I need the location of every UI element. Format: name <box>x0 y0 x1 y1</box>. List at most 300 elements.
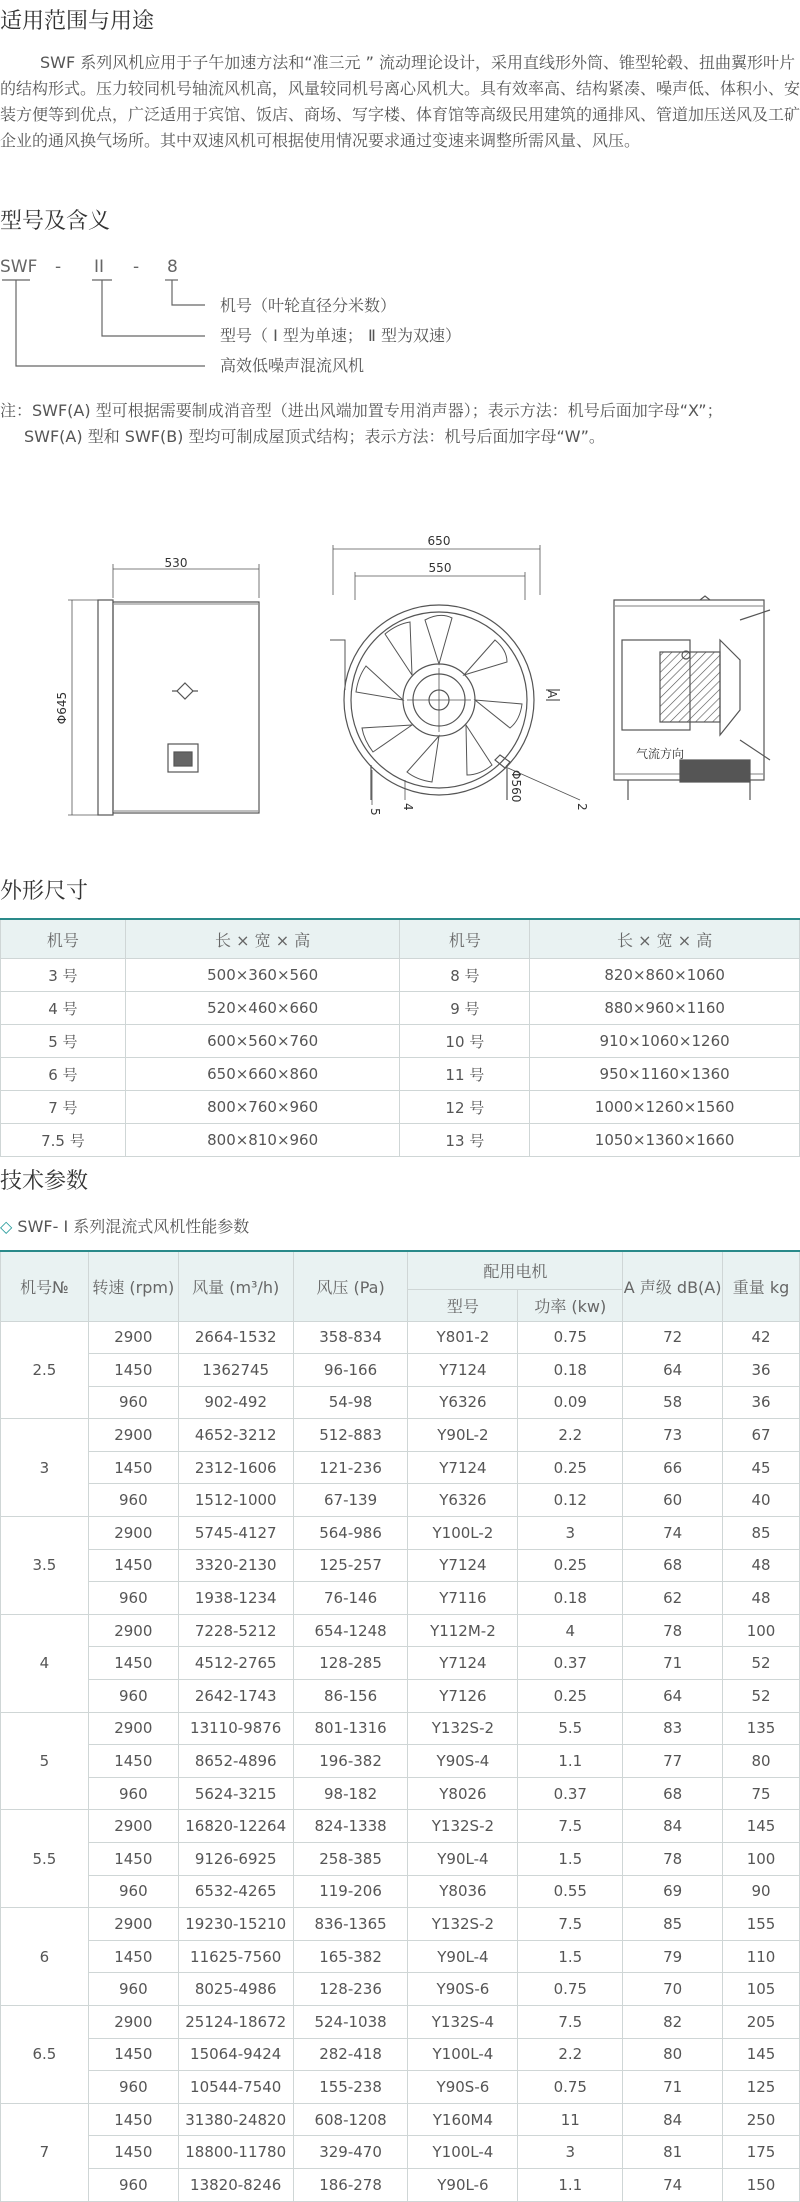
perf-cell-noise: 70 <box>623 1973 723 2006</box>
perf-cell-pressure: 96-166 <box>293 1354 408 1387</box>
perf-cell-power: 11 <box>518 2103 623 2136</box>
dims-cell-no: 3 号 <box>1 959 126 992</box>
dims-cell-size: 650×660×860 <box>125 1058 400 1091</box>
dims-cell-no: 4 号 <box>1 992 126 1025</box>
perf-row <box>1 1908 800 1941</box>
perf-cell-power: 0.25 <box>518 1549 623 1582</box>
perf-cell-power: 1.1 <box>518 2168 623 2201</box>
perf-cell-noise: 60 <box>623 1484 723 1517</box>
dims-cell-no: 5 号 <box>1 1025 126 1058</box>
perf-header-flow: 风量 (m³/h) <box>178 1251 293 1321</box>
perf-cell-motor-model: Y8026 <box>408 1777 518 1810</box>
perf-cell-machine-no: 3.5 <box>1 1517 89 1615</box>
perf-cell-motor-model: Y100L-4 <box>408 2038 518 2071</box>
dims-row <box>1 1058 800 1091</box>
perf-cell-flow: 10544-7540 <box>178 2071 293 2104</box>
code-swf: SWF <box>0 257 38 277</box>
perf-cell-noise: 82 <box>623 2005 723 2038</box>
perf-cell-speed: 2900 <box>88 1908 178 1941</box>
perf-cell-weight: 48 <box>723 1582 800 1615</box>
dims-cell-no: 13 号 <box>400 1124 530 1157</box>
perf-cell-motor-model: Y90L-4 <box>408 1843 518 1876</box>
perf-header-speed: 转速 (rpm) <box>88 1251 178 1321</box>
perf-row <box>1 1745 800 1778</box>
perf-cell-flow: 11625-7560 <box>178 1940 293 1973</box>
perf-cell-flow: 2664-1532 <box>178 1321 293 1354</box>
dims-row <box>1 1025 800 1058</box>
perf-cell-weight: 250 <box>723 2103 800 2136</box>
perf-cell-flow: 9126-6925 <box>178 1843 293 1876</box>
perf-cell-flow: 1362745 <box>178 1354 293 1387</box>
perf-cell-flow: 16820-12264 <box>178 1810 293 1843</box>
perf-cell-motor-model: Y6326 <box>408 1386 518 1419</box>
perf-cell-power: 0.18 <box>518 1354 623 1387</box>
airflow-label: 气流方向 <box>636 747 685 761</box>
perf-cell-weight: 135 <box>723 1712 800 1745</box>
perf-cell-weight: 145 <box>723 1810 800 1843</box>
perf-cell-weight: 150 <box>723 2168 800 2201</box>
perf-cell-speed: 960 <box>88 1973 178 2006</box>
perf-cell-flow: 15064-9424 <box>178 2038 293 2071</box>
perf-cell-pressure: 654-1248 <box>293 1614 408 1647</box>
note-line-2: SWF(A) 型和 SWF(B) 型均可制成屋顶式结构；表示方法：机号后面加字母“W”。 <box>24 427 605 446</box>
perf-cell-noise: 68 <box>623 1549 723 1582</box>
label-a: A <box>545 690 559 699</box>
perf-cell-speed: 960 <box>88 1875 178 1908</box>
perf-cell-pressure: 128-285 <box>293 1647 408 1680</box>
tech-title: 技术参数 <box>0 1169 89 1194</box>
perf-cell-motor-model: Y132S-2 <box>408 1810 518 1843</box>
model-code-diagram <box>0 250 800 390</box>
perf-cell-speed: 960 <box>88 2071 178 2104</box>
perf-header-motor: 配用电机 <box>408 1251 623 1289</box>
perf-cell-noise: 62 <box>623 1582 723 1615</box>
perf-header-weight: 重量 kg <box>723 1251 800 1321</box>
perf-cell-flow: 8025-4986 <box>178 1973 293 2006</box>
perf-row <box>1 1647 800 1680</box>
perf-cell-speed: 960 <box>88 1680 178 1713</box>
perf-cell-noise: 71 <box>623 2071 723 2104</box>
perf-cell-pressure: 836-1365 <box>293 1908 408 1941</box>
perf-cell-motor-model: Y90S-6 <box>408 1973 518 2006</box>
perf-cell-noise: 72 <box>623 1321 723 1354</box>
perf-cell-pressure: 258-385 <box>293 1843 408 1876</box>
perf-cell-motor-model: Y90L-2 <box>408 1419 518 1452</box>
dims-header-no: 机号 <box>400 919 530 959</box>
dims-cell-size: 500×360×560 <box>125 959 400 992</box>
perf-cell-speed: 1450 <box>88 1549 178 1582</box>
perf-cell-power: 0.09 <box>518 1386 623 1419</box>
perf-cell-motor-model: Y90L-4 <box>408 1940 518 1973</box>
perf-row <box>1 1386 800 1419</box>
perf-cell-pressure: 155-238 <box>293 2071 408 2104</box>
perf-cell-weight: 105 <box>723 1973 800 2006</box>
perf-cell-pressure: 824-1338 <box>293 1810 408 1843</box>
scope-paragraph: SWF 系列风机应用于子午加速方法和“准三元 ” 流动理论设计，采用直线形外筒、锥型轮毂、扭曲翼形叶片的结构形式。压力较同机号轴流风机高，风量较同机号离心风机大。具有效率高、结构紧凑、噪声低、体积小、安装方便等到优点，广泛适用于宾馆、饭店、商场、写字楼、体育馆等高级民用建筑的通排风、管道加压送风及工矿企业的通风换气场所。其中双速风机可根据使用情况要求通过变速来调整所需风量、风压。 <box>0 53 800 150</box>
perf-cell-pressure: 282-418 <box>293 2038 408 2071</box>
perf-cell-weight: 85 <box>723 1517 800 1550</box>
callout-5: 5 <box>368 808 382 816</box>
code-type: II <box>94 257 105 277</box>
perf-cell-flow: 1938-1234 <box>178 1582 293 1615</box>
perf-cell-pressure: 512-883 <box>293 1419 408 1452</box>
perf-cell-motor-model: Y112M-2 <box>408 1614 518 1647</box>
perf-cell-pressure: 358-834 <box>293 1321 408 1354</box>
dims-cell-no: 7.5 号 <box>1 1124 126 1157</box>
perf-cell-speed: 960 <box>88 2168 178 2201</box>
dims-cell-no: 9 号 <box>400 992 530 1025</box>
perf-row <box>1 1875 800 1908</box>
perf-cell-motor-model: Y132S-2 <box>408 1712 518 1745</box>
perf-cell-pressure: 196-382 <box>293 1745 408 1778</box>
perf-cell-speed: 2900 <box>88 2005 178 2038</box>
perf-cell-noise: 71 <box>623 1647 723 1680</box>
perf-cell-pressure: 608-1208 <box>293 2103 408 2136</box>
perf-cell-pressure: 165-382 <box>293 1940 408 1973</box>
front-view <box>330 545 580 805</box>
perf-cell-weight: 75 <box>723 1777 800 1810</box>
perf-cell-weight: 110 <box>723 1940 800 1973</box>
perf-cell-motor-model: Y8036 <box>408 1875 518 1908</box>
perf-cell-machine-no: 4 <box>1 1614 89 1712</box>
perf-cell-noise: 78 <box>623 1614 723 1647</box>
perf-row <box>1 1843 800 1876</box>
perf-cell-flow: 18800-11780 <box>178 2136 293 2169</box>
perf-cell-motor-model: Y132S-2 <box>408 1908 518 1941</box>
dims-cell-size: 520×460×660 <box>125 992 400 1025</box>
note-line-1: 注：SWF(A) 型可根据需要制成消音型（进出风端加置专用消声器）；表示方法：机号后面加字母“X”； <box>0 401 723 420</box>
perf-cell-flow: 31380-24820 <box>178 2103 293 2136</box>
dims-header-size: 长 × 宽 × 高 <box>530 919 800 959</box>
perf-cell-power: 5.5 <box>518 1712 623 1745</box>
callout-4: 4 <box>401 803 415 811</box>
perf-cell-weight: 67 <box>723 1419 800 1452</box>
perf-cell-motor-model: Y6326 <box>408 1484 518 1517</box>
perf-cell-power: 4 <box>518 1614 623 1647</box>
perf-header-no: 机号№ <box>1 1251 89 1321</box>
perf-row <box>1 2168 800 2201</box>
perf-row <box>1 1582 800 1615</box>
dims-cell-size: 1000×1260×1560 <box>530 1091 800 1124</box>
perf-cell-flow: 4652-3212 <box>178 1419 293 1452</box>
code-sep1: - <box>55 257 62 277</box>
perf-cell-noise: 77 <box>623 1745 723 1778</box>
perf-row <box>1 1973 800 2006</box>
perf-cell-power: 0.12 <box>518 1484 623 1517</box>
dim-530: 530 <box>164 556 188 570</box>
perf-cell-machine-no: 2.5 <box>1 1321 89 1419</box>
perf-cell-power: 0.25 <box>518 1451 623 1484</box>
perf-header-motor-model: 型号 <box>408 1289 518 1321</box>
perf-cell-power: 2.2 <box>518 1419 623 1452</box>
dims-cell-no: 11 号 <box>400 1058 530 1091</box>
perf-cell-pressure: 98-182 <box>293 1777 408 1810</box>
dim-560: Φ560 <box>509 770 523 803</box>
dims-cell-no: 6 号 <box>1 1058 126 1091</box>
perf-cell-weight: 52 <box>723 1647 800 1680</box>
note <box>0 398 800 450</box>
perf-cell-motor-model: Y7124 <box>408 1647 518 1680</box>
dims-cell-size: 880×960×1160 <box>530 992 800 1025</box>
perf-cell-speed: 1450 <box>88 2038 178 2071</box>
perf-header-noise: A 声级 dB(A) <box>623 1251 723 1321</box>
perf-cell-speed: 2900 <box>88 1419 178 1452</box>
dims-cell-size: 950×1160×1360 <box>530 1058 800 1091</box>
perf-cell-speed: 1450 <box>88 1843 178 1876</box>
code-machine-no: 8 <box>167 257 178 277</box>
perf-cell-speed: 2900 <box>88 1321 178 1354</box>
perf-cell-noise: 68 <box>623 1777 723 1810</box>
perf-cell-motor-model: Y90L-6 <box>408 2168 518 2201</box>
perf-cell-speed: 2900 <box>88 1810 178 1843</box>
perf-subtitle-row <box>0 1214 249 1237</box>
perf-cell-machine-no: 5 <box>1 1712 89 1810</box>
perf-row <box>1 2103 800 2136</box>
perf-row <box>1 2038 800 2071</box>
dims-header-size: 长 × 宽 × 高 <box>125 919 400 959</box>
perf-cell-power: 1.1 <box>518 1745 623 1778</box>
perf-row <box>1 1680 800 1713</box>
perf-cell-pressure: 186-278 <box>293 2168 408 2201</box>
perf-row <box>1 2136 800 2169</box>
dims-header-no: 机号 <box>1 919 126 959</box>
perf-cell-noise: 84 <box>623 2103 723 2136</box>
perf-cell-flow: 6532-4265 <box>178 1875 293 1908</box>
perf-header-motor-power: 功率 (kw) <box>518 1289 623 1321</box>
perf-cell-flow: 902-492 <box>178 1386 293 1419</box>
callout-2: 2 <box>575 803 589 811</box>
code-desc-series: 高效低噪声混流风机 <box>220 356 365 375</box>
perf-cell-power: 7.5 <box>518 1810 623 1843</box>
perf-cell-flow: 3320-2130 <box>178 1549 293 1582</box>
perf-cell-motor-model: Y7116 <box>408 1582 518 1615</box>
perf-cell-pressure: 86-156 <box>293 1680 408 1713</box>
perf-cell-weight: 175 <box>723 2136 800 2169</box>
perf-cell-speed: 1450 <box>88 1647 178 1680</box>
perf-cell-power: 0.75 <box>518 2071 623 2104</box>
perf-cell-speed: 960 <box>88 1777 178 1810</box>
perf-cell-speed: 960 <box>88 1386 178 1419</box>
perf-cell-weight: 125 <box>723 2071 800 2104</box>
perf-cell-power: 1.5 <box>518 1940 623 1973</box>
perf-cell-noise: 78 <box>623 1843 723 1876</box>
perf-cell-flow: 2642-1743 <box>178 1680 293 1713</box>
perf-cell-speed: 1450 <box>88 1745 178 1778</box>
perf-cell-weight: 42 <box>723 1321 800 1354</box>
side-view <box>68 564 259 815</box>
dim-645: Φ645 <box>55 691 69 725</box>
perf-cell-power: 0.75 <box>518 1321 623 1354</box>
perf-cell-motor-model: Y132S-4 <box>408 2005 518 2038</box>
perf-cell-pressure: 128-236 <box>293 1973 408 2006</box>
perf-cell-motor-model: Y801-2 <box>408 1321 518 1354</box>
diamond-icon: ◇ <box>0 1217 13 1236</box>
perf-cell-power: 0.37 <box>518 1777 623 1810</box>
perf-cell-speed: 1450 <box>88 2136 178 2169</box>
perf-row <box>1 1451 800 1484</box>
perf-cell-flow: 5624-3215 <box>178 1777 293 1810</box>
perf-cell-flow: 4512-2765 <box>178 1647 293 1680</box>
perf-row <box>1 1777 800 1810</box>
perf-cell-power: 0.55 <box>518 1875 623 1908</box>
perf-cell-pressure: 76-146 <box>293 1582 408 1615</box>
dims-cell-no: 12 号 <box>400 1091 530 1124</box>
perf-row <box>1 2071 800 2104</box>
code-desc-machine-no: 机号（叶轮直径分米数） <box>220 296 397 315</box>
code-desc-type: 型号（ Ⅰ 型为单速； Ⅱ 型为双速） <box>220 326 461 345</box>
perf-cell-flow: 19230-15210 <box>178 1908 293 1941</box>
perf-cell-speed: 960 <box>88 1582 178 1615</box>
perf-cell-speed: 1450 <box>88 1354 178 1387</box>
perf-cell-noise: 69 <box>623 1875 723 1908</box>
perf-row <box>1 1484 800 1517</box>
dims-cell-size: 910×1060×1260 <box>530 1025 800 1058</box>
perf-cell-noise: 81 <box>623 2136 723 2169</box>
perf-cell-pressure: 329-470 <box>293 2136 408 2169</box>
perf-row <box>1 1940 800 1973</box>
perf-cell-pressure: 119-206 <box>293 1875 408 1908</box>
perf-cell-power: 1.5 <box>518 1843 623 1876</box>
dims-cell-no: 10 号 <box>400 1025 530 1058</box>
perf-cell-weight: 155 <box>723 1908 800 1941</box>
dims-cell-size: 800×760×960 <box>125 1091 400 1124</box>
perf-cell-noise: 85 <box>623 1908 723 1941</box>
perf-cell-speed: 2900 <box>88 1517 178 1550</box>
perf-cell-pressure: 125-257 <box>293 1549 408 1582</box>
perf-subtitle: SWF- Ⅰ 系列混流式风机性能参数 <box>17 1217 250 1236</box>
perf-row <box>1 1810 800 1843</box>
dims-cell-size: 600×560×760 <box>125 1025 400 1058</box>
dims-row <box>1 959 800 992</box>
perf-cell-weight: 45 <box>723 1451 800 1484</box>
perf-cell-pressure: 67-139 <box>293 1484 408 1517</box>
perf-cell-speed: 1450 <box>88 1451 178 1484</box>
model-title: 型号及含义 <box>0 209 111 234</box>
perf-cell-speed: 2900 <box>88 1712 178 1745</box>
code-sep2: - <box>133 257 140 277</box>
fan-drawings <box>0 520 800 830</box>
perf-cell-weight: 100 <box>723 1843 800 1876</box>
perf-cell-power: 0.18 <box>518 1582 623 1615</box>
perf-cell-weight: 52 <box>723 1680 800 1713</box>
perf-row <box>1 1549 800 1582</box>
perf-cell-flow: 13820-8246 <box>178 2168 293 2201</box>
perf-cell-motor-model: Y90S-6 <box>408 2071 518 2104</box>
perf-cell-noise: 58 <box>623 1386 723 1419</box>
perf-cell-power: 7.5 <box>518 2005 623 2038</box>
perf-cell-noise: 64 <box>623 1354 723 1387</box>
perf-row <box>1 2005 800 2038</box>
perf-row <box>1 1517 800 1550</box>
dims-row <box>1 1124 800 1157</box>
perf-cell-flow: 1512-1000 <box>178 1484 293 1517</box>
dim-650: 650 <box>427 534 451 548</box>
perf-cell-weight: 40 <box>723 1484 800 1517</box>
perf-cell-flow: 13110-9876 <box>178 1712 293 1745</box>
perf-cell-noise: 66 <box>623 1451 723 1484</box>
perf-cell-weight: 36 <box>723 1386 800 1419</box>
perf-cell-pressure: 564-986 <box>293 1517 408 1550</box>
perf-row <box>1 1419 800 1452</box>
perf-cell-pressure: 54-98 <box>293 1386 408 1419</box>
perf-cell-motor-model: Y100L-2 <box>408 1517 518 1550</box>
perf-cell-power: 0.75 <box>518 1973 623 2006</box>
perf-cell-power: 0.37 <box>518 1647 623 1680</box>
perf-cell-machine-no: 6.5 <box>1 2005 89 2103</box>
perf-cell-flow: 2312-1606 <box>178 1451 293 1484</box>
perf-cell-noise: 80 <box>623 2038 723 2071</box>
dims-title: 外形尺寸 <box>0 879 89 904</box>
dim-550: 550 <box>428 561 452 575</box>
perf-cell-speed: 960 <box>88 1484 178 1517</box>
perf-cell-power: 3 <box>518 1517 623 1550</box>
perf-cell-motor-model: Y100L-4 <box>408 2136 518 2169</box>
perf-row <box>1 1712 800 1745</box>
perf-cell-motor-model: Y160M4 <box>408 2103 518 2136</box>
dims-table <box>0 918 800 1157</box>
dims-row <box>1 992 800 1025</box>
perf-cell-noise: 84 <box>623 1810 723 1843</box>
perf-row <box>1 1614 800 1647</box>
perf-row <box>1 1321 800 1354</box>
perf-cell-weight: 205 <box>723 2005 800 2038</box>
perf-cell-speed: 1450 <box>88 1940 178 1973</box>
perf-cell-noise: 74 <box>623 2168 723 2201</box>
perf-cell-weight: 48 <box>723 1549 800 1582</box>
perf-cell-power: 0.25 <box>518 1680 623 1713</box>
perf-cell-weight: 36 <box>723 1354 800 1387</box>
perf-cell-machine-no: 6 <box>1 1908 89 2006</box>
perf-header-pressure: 风压 (Pa) <box>293 1251 408 1321</box>
perf-cell-noise: 74 <box>623 1517 723 1550</box>
performance-table <box>0 1250 800 2202</box>
dims-cell-no: 8 号 <box>400 959 530 992</box>
scope-title: 适用范围与用途 <box>0 9 155 34</box>
perf-cell-speed: 1450 <box>88 2103 178 2136</box>
dims-cell-no: 7 号 <box>1 1091 126 1124</box>
perf-cell-power: 3 <box>518 2136 623 2169</box>
perf-cell-pressure: 524-1038 <box>293 2005 408 2038</box>
perf-cell-power: 2.2 <box>518 2038 623 2071</box>
perf-row <box>1 1354 800 1387</box>
perf-cell-machine-no: 5.5 <box>1 1810 89 1908</box>
perf-cell-noise: 64 <box>623 1680 723 1713</box>
perf-cell-pressure: 801-1316 <box>293 1712 408 1745</box>
perf-cell-weight: 90 <box>723 1875 800 1908</box>
perf-cell-flow: 5745-4127 <box>178 1517 293 1550</box>
dims-cell-size: 800×810×960 <box>125 1124 400 1157</box>
dims-cell-size: 1050×1360×1660 <box>530 1124 800 1157</box>
perf-cell-weight: 145 <box>723 2038 800 2071</box>
perf-cell-motor-model: Y7126 <box>408 1680 518 1713</box>
dims-cell-size: 820×860×1060 <box>530 959 800 992</box>
perf-cell-pressure: 121-236 <box>293 1451 408 1484</box>
section-view <box>614 596 770 800</box>
perf-cell-motor-model: Y90S-4 <box>408 1745 518 1778</box>
perf-cell-noise: 73 <box>623 1419 723 1452</box>
perf-cell-flow: 7228-5212 <box>178 1614 293 1647</box>
perf-cell-noise: 79 <box>623 1940 723 1973</box>
dims-row <box>1 1091 800 1124</box>
perf-cell-flow: 8652-4896 <box>178 1745 293 1778</box>
perf-cell-motor-model: Y7124 <box>408 1451 518 1484</box>
perf-cell-weight: 100 <box>723 1614 800 1647</box>
perf-cell-noise: 83 <box>623 1712 723 1745</box>
perf-cell-power: 7.5 <box>518 1908 623 1941</box>
perf-cell-flow: 25124-18672 <box>178 2005 293 2038</box>
perf-cell-speed: 2900 <box>88 1614 178 1647</box>
perf-cell-motor-model: Y7124 <box>408 1549 518 1582</box>
